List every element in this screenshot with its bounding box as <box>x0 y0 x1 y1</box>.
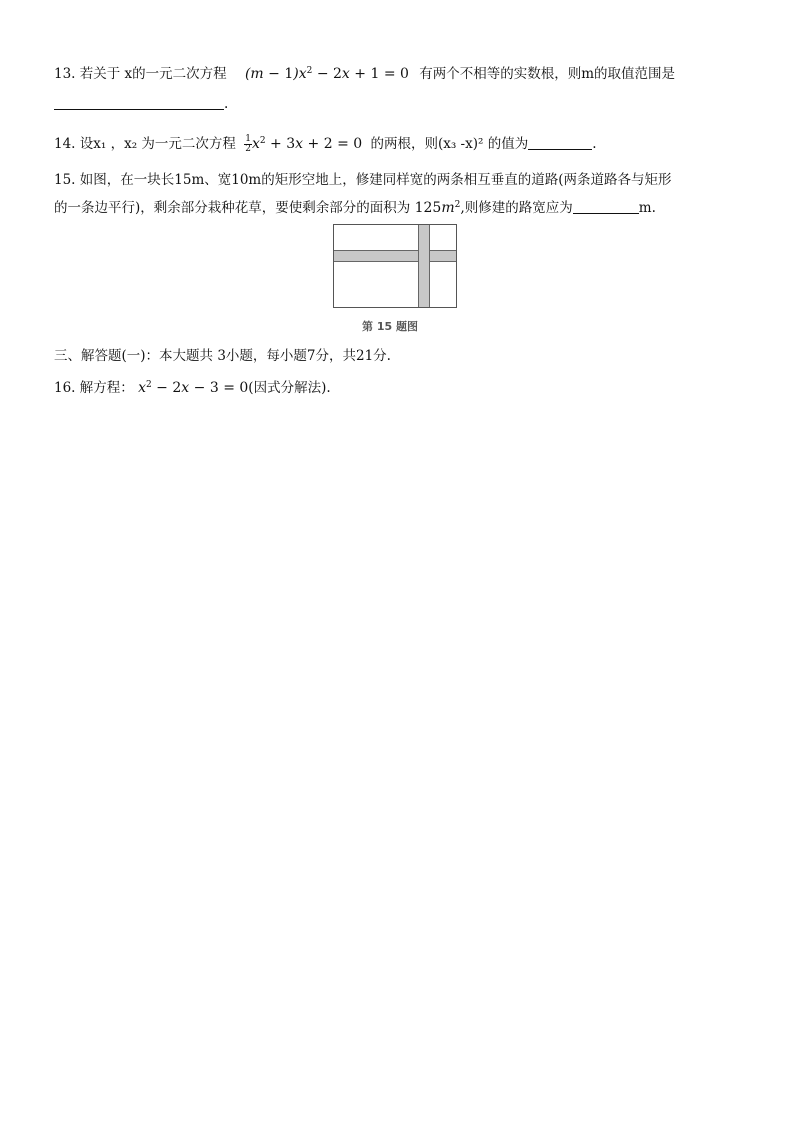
q16-suffix: (因式分解法). <box>248 380 331 396</box>
q16-equation: $x^2 - 2x - 3 = 0$ <box>138 380 249 396</box>
horizontal-road <box>334 250 456 262</box>
q15-area: $125m^2$, <box>414 200 465 216</box>
q16-prefix: 16. 解方程： <box>54 380 134 396</box>
q13-answer-blank[interactable] <box>54 95 224 110</box>
q15-answer-blank[interactable] <box>573 199 639 214</box>
figure-caption: 第 15 题图 <box>362 320 418 333</box>
question-15-line-1: 15. 如图，在一块长15m、宽10m的矩形空地上，修建同样宽的两条相互垂直的道路(两条道路各与矩形 <box>54 172 672 188</box>
rectangle-field-figure <box>333 224 457 308</box>
section-3-heading: 三、解答题(一)：本大题共 3小题，每小题7分，共21分. <box>54 348 391 364</box>
q15-line2-prefix: 的一条边平行)，剩余部分栽种花草，要使剩余部分的面积为 <box>54 200 411 216</box>
q14-mid: 的两根，则(x₃ -x)² 的值为 <box>370 136 529 152</box>
question-16 <box>54 378 331 398</box>
q15-line2-end: m. <box>638 200 656 216</box>
q13-equation: $(m - 1)x^2 - 2x + 1 = 0$ <box>244 66 409 82</box>
question-14 <box>54 134 597 154</box>
q14-end: . <box>592 136 597 152</box>
vertical-road <box>418 225 430 307</box>
question-15-line-2 <box>54 198 656 218</box>
q14-prefix: 14. 设x₁ ，x₂ 为一元二次方程 <box>54 136 236 152</box>
q14-equation: $\frac{1}{2}$ $x^2 + 3x + 2 = 0$ <box>245 133 363 154</box>
question-13-answer-line <box>54 94 228 114</box>
q13-suffix: 有两个不相等的实数根，则m的取值范围是 <box>419 66 676 82</box>
q13-prefix: 13. 若关于 x的一元二次方程 <box>54 66 227 82</box>
q14-answer-blank[interactable] <box>528 135 592 150</box>
question-13 <box>54 64 675 84</box>
q13-end: . <box>224 96 229 112</box>
q15-line2-mid: 则修建的路宽应为 <box>464 200 573 216</box>
